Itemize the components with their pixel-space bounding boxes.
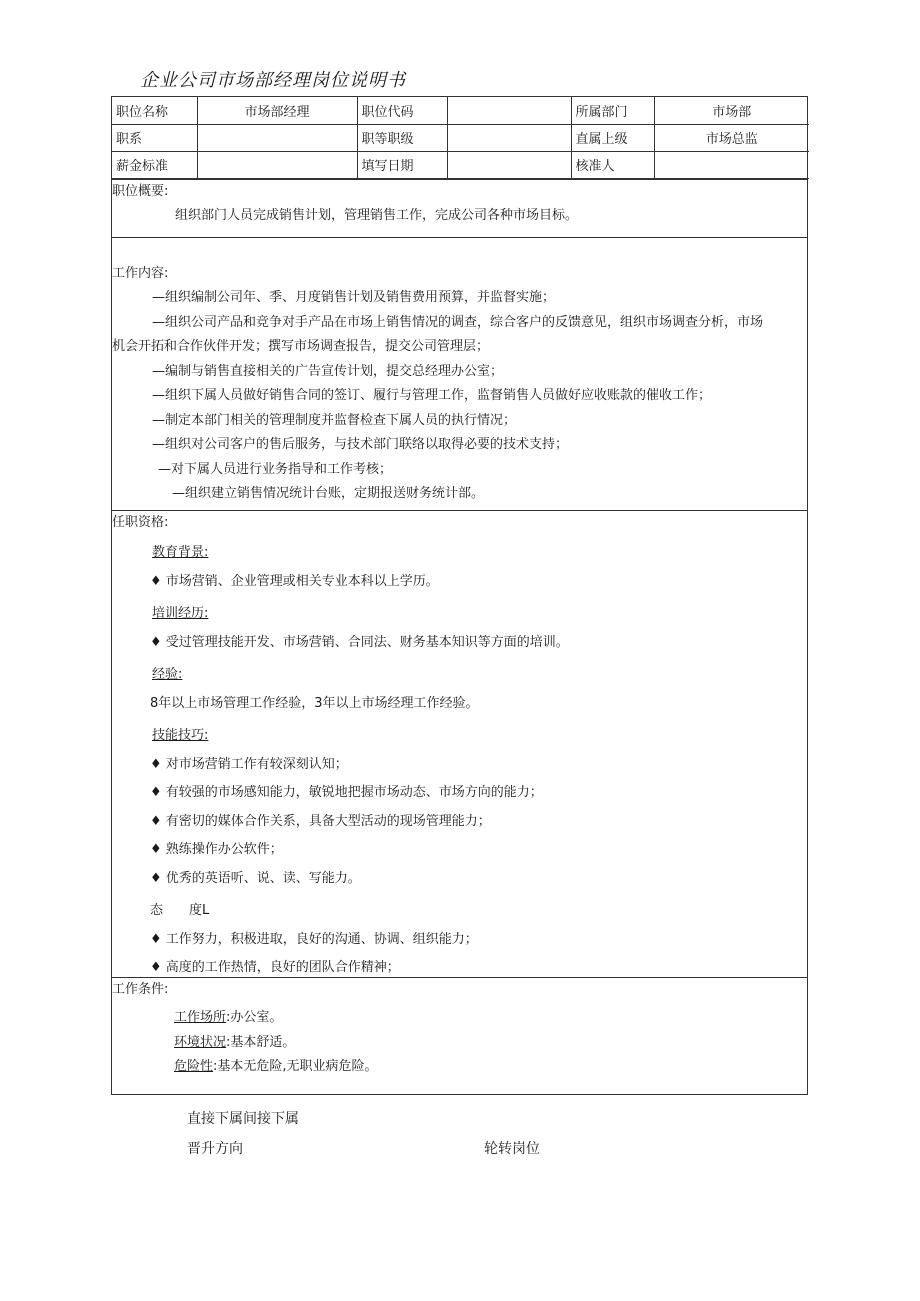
- header-table: [112, 97, 809, 179]
- value-cell: [447, 151, 571, 178]
- label-cell: 直属上级: [571, 124, 654, 151]
- duty-item: —编制与销售直接相关的广告宣传计划，提交总经理办公室；: [152, 363, 504, 379]
- duty-item: —组织对公司客户的售后服务，与技术部门联络以取得必要的技术支持；: [152, 437, 569, 452]
- label-cell: 所属部门: [571, 97, 654, 124]
- value-cell: 市场部: [654, 97, 809, 124]
- condition-value: :基本无危险,无职业病危险。: [213, 1059, 378, 1074]
- label-cell: 职等职级: [357, 124, 447, 151]
- condition-item: [112, 1006, 807, 1031]
- condition-item: [112, 1055, 807, 1080]
- value-cell: [197, 151, 357, 178]
- section-title: 职位概要:: [112, 183, 169, 199]
- condition-label: 工作场所: [174, 1010, 227, 1025]
- conditions-section: [112, 977, 807, 1094]
- skill-item: ♦ 熟练操作办公软件；: [150, 842, 283, 857]
- label-cell: 核准人: [571, 151, 654, 178]
- label-cell: 职位代码: [357, 97, 447, 124]
- condition-label: 环境状况: [174, 1034, 227, 1050]
- duty-item: —制定本部门相关的管理制度并监督检查下属人员的执行情况；: [152, 412, 517, 428]
- label-cell: 薪金标准: [112, 151, 197, 178]
- label-cell: 职系: [112, 124, 197, 151]
- header-row: [112, 124, 809, 151]
- condition-item: [112, 1031, 807, 1056]
- skill-item: ♦ 有密切的媒体合作关系，具备大型活动的现场管理能力；: [150, 813, 491, 829]
- value-cell: [447, 97, 571, 124]
- condition-label: 危险性: [174, 1059, 214, 1074]
- qualifications-section: [112, 510, 807, 977]
- summary-section: [112, 179, 807, 237]
- summary-text: 组织部门人员完成销售计划，管理销售工作，完成公司各种市场目标。: [175, 208, 579, 223]
- duty-item: —组织编制公司年、季、月度销售计划及销售费用预算，并监督实施；: [152, 290, 556, 305]
- duty-item: —组织公司产品和竞争对手产品在市场上销售情况的调查，综合客户的反馈意见，组织市场调查分析，市场: [152, 314, 764, 330]
- training-title: 培训经历:: [152, 606, 209, 621]
- subordinates-label: 直接下属间接下属: [187, 1111, 299, 1127]
- attitude-item: ♦ 高度的工作热情，良好的团队合作精神；: [150, 960, 400, 975]
- skills-title: 技能技巧:: [152, 728, 209, 743]
- section-title: 工作条件:: [112, 981, 169, 997]
- section-title: 工作内容:: [112, 265, 169, 281]
- duty-item: —对下属人员进行业务指导和工作考核；: [158, 461, 393, 477]
- label-cell: 职位名称: [112, 97, 197, 124]
- attitude-item: ♦ 工作努力，积极进取，良好的沟通、协调、组织能力；: [150, 931, 478, 947]
- document-title: 企业公司市场部经理岗位说明书: [140, 70, 406, 91]
- skill-item: ♦ 有较强的市场感知能力，敏锐地把握市场动态、市场方向的能力；: [150, 785, 543, 800]
- duty-item: —组织建立销售情况统计台账，定期报送财务统计部。: [172, 486, 485, 501]
- header-row: [112, 151, 809, 178]
- condition-value: :基本舒适。: [226, 1034, 296, 1050]
- value-cell: [197, 124, 357, 151]
- condition-value: :办公室。: [226, 1010, 283, 1025]
- value-cell: 市场部经理: [197, 97, 357, 124]
- experience-title: 经验:: [152, 667, 183, 682]
- header-row: [112, 97, 809, 124]
- education-item: ♦ 市场营销、企业管理或相关专业本科以上学历。: [150, 573, 439, 589]
- job-description-form: [111, 96, 808, 1095]
- duty-item-continuation: 机会开拓和合作伙伴开发；撰写市场调查报告，提交公司管理层；: [112, 339, 490, 354]
- skill-item: ♦ 优秀的英语听、说、读、写能力。: [150, 870, 361, 886]
- section-title: 任职资格:: [112, 514, 169, 530]
- rotation-label: 轮转岗位: [484, 1141, 540, 1157]
- value-cell: 市场总监: [654, 124, 809, 151]
- experience-text: 8年以上市场管理工作经验，3年以上市场经理工作经验。: [150, 695, 479, 711]
- attitude-title: 态 度L: [150, 903, 210, 918]
- label-cell: 填写日期: [357, 151, 447, 178]
- training-item: ♦ 受过管理技能开发、市场营销、合同法、财务基本知识等方面的培训。: [150, 634, 569, 650]
- skill-item: ♦ 对市场营销工作有较深刻认知；: [150, 756, 348, 772]
- education-title: 教育背景:: [152, 545, 209, 560]
- value-cell: [447, 124, 571, 151]
- value-cell: [654, 151, 809, 178]
- duty-item: —组织下属人员做好销售合同的签订、履行与管理工作，监督销售人员做好应收账款的催收工作；: [152, 388, 712, 403]
- duties-section: [112, 237, 807, 510]
- promotion-label: 晋升方向: [187, 1141, 243, 1157]
